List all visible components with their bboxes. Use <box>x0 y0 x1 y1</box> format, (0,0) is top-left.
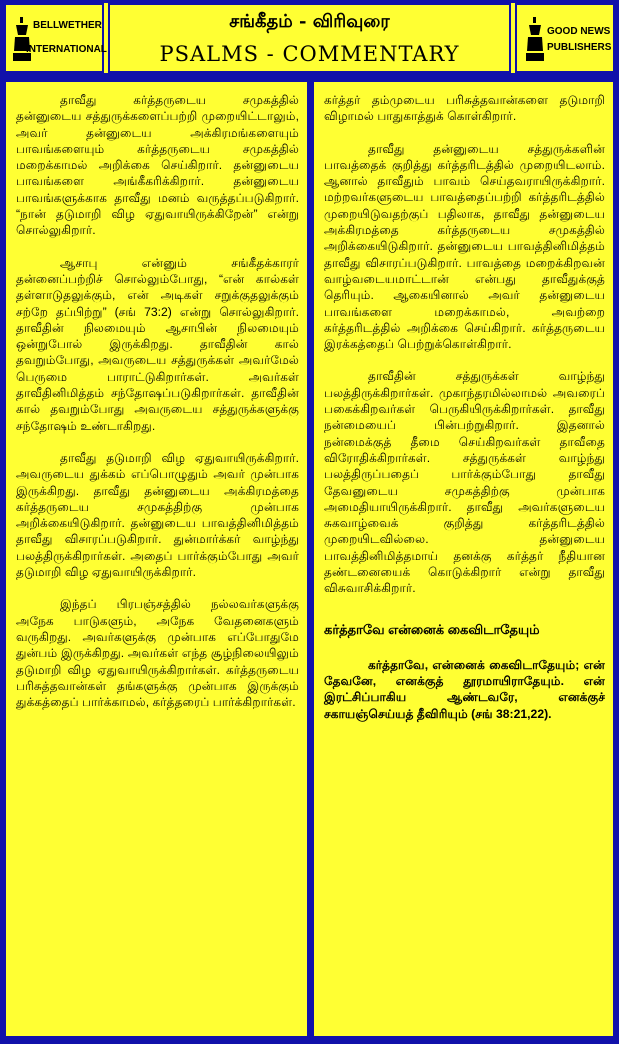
scripture-quote: கர்த்தாவே, என்னைக் கைவிடாதேயும்; என் தேவனே, எனக்குத் தூரமாயிராதேயும். என் இரட்சிப்பாகிய ஆண்டவரே, எனக்குச் சகாயஞ்செய்யத் தீவிரியும் (சங் 38:21,22). <box>324 657 605 721</box>
page-title-english: PSALMS - COMMENTARY <box>159 42 460 66</box>
paragraph: தாவீது தடுமாறி விழ ஏதுவாயிருக்கிறார். அவருடைய துக்கம் எப்பொழுதும் அவர் முன்பாக இருக்கிறது. தாவீது தன்னுடைய அக்கிரமத்தை கர்த்தருடைய சமுகத்திற்கு முன்பாக அறிக்கையிடுகிறார். தன்னுடைய பாவத்தினிமித்தம் தாவீது விசாரப்படுகிறார். துன்மார்க்கர் வாழ்ந்து பலத்திருக்கிறார்கள். அதைப் பார்க்கும்போது அவர் தடுமாறி விழ ஏதுவாயிருக்கிறார். <box>16 450 299 580</box>
paragraph: தாவீது கர்த்தருடைய சமுகத்தில் தன்னுடைய சத்துருக்களைப்பற்றி முறையிட்டாலும், அவர் தன்னுடைய அக்கிரமங்களையும் பாவங்களையும் கர்த்தருடைய சமுகத்தில் மறைக்காமல் அறிக்கை செய்கிறார். தன்னுடைய பாவங்களை அங்கீகரிக்கிறார். தன்னுடைய பாவங்களுக்காக தாவீது மனம் வருத்தப்படுகிறார். “நான் தடுமாறி விழ ஏதுவாயிருக்கிறேன்” என்று சொல்லுகிறார். <box>16 93 299 238</box>
right-column <box>312 80 615 1038</box>
title-box <box>108 3 511 73</box>
good-news-logo-line1: GOOD NEWS <box>547 26 611 37</box>
paragraph: கர்த்தர் தம்முடைய பரிசுத்தவான்களை தடுமாறி விழாமல் பாதுகாத்துக் கொள்கிறார். <box>324 93 605 124</box>
paragraph: ஆசாபு என்னும் சங்கீதக்காரர் தன்னைப்பற்றிச் சொல்லும்போது, “என் கால்கள் தள்ளாடுதலுக்கும், என் அடிகள் சறுக்குதலுக்கும் சற்றே தப்பிற்று” (சங் 73:2) என்று சொல்லுகிறார். தாவீதின் நிலமையும் ஆசாபின் நிலமையும் ஒன்றுபோல் இருக்கிறது. தாவீதின் கால் தவறும்போது, அவருடைய சத்துருக்கள் அவர்மேல் பெருமை பாராட்டுகிறார்கள். அவர்கள் தாவீதினிமித்தம் சந்தோஷப்படுகிறார்கள். தாவீதின் கால் தவறும்போது அவருடைய சத்துருக்களுக்கு சந்தோஷம் உண்டாகிறது. <box>16 255 299 433</box>
header <box>4 3 615 73</box>
bellwether-logo-line1: BELLWETHER <box>33 20 102 31</box>
bellwether-logo <box>4 3 107 73</box>
good-news-logo <box>515 3 615 73</box>
section-heading: கர்த்தாவே என்னைக் கைவிடாதேயும் <box>324 621 540 637</box>
page-title-tamil: சங்கீதம் - விரிவுரை <box>229 11 390 32</box>
paragraph: இந்தப் பிரபஞ்சத்தில் நல்லவர்களுக்கு அநேக பாடுகளும், அநேக வேதனைகளும் வருகிறது. அவர்களுக்கு முன்பாக எப்போதுமே துன்பம் இருக்கிறது. அவர்கள் எந்த சூழ்நிலையிலும் தடுமாறி விழ ஏதுவாயிருக்கிறார்கள். கர்த்தருடைய பரிசுத்தவான்கள் தங்களுக்கு முன்பாக இருக்கும் துக்கத்தைப் பார்க்காமல், கர்த்தரைப் பார்க்கிறார்கள். <box>16 597 299 710</box>
bell-tower-icon <box>525 17 545 63</box>
left-column <box>4 80 309 1038</box>
paragraph: தாவீதின் சத்துருக்கள் வாழ்ந்து பலத்திருக்கிறார்கள். முகாந்தரமில்லாமல் அவரைப் பகைக்கிறவர்கள் பெருகியிருக்கிறார்கள். தாவீது நன்மையைப் பின்பற்றுகிறார். இதனால் நன்மைக்குத் தீமை செய்கிறவர்கள் தாவீதை விரோதிக்கிறார்கள். சத்துருக்கள் வாழ்ந்து பலத்திருப்பதைப் பார்க்கும்போது தாவீது தேவனுடைய சமுகத்திற்கு முன்பாக அமைதியாயிருக்கிறார். தாவீது அவர்களுடைய சுகவாழ்வைக் குறித்து கர்த்தரிடத்தில் முறையிடவில்லை. தன்னுடைய பாவத்தினிமித்தமாய் தனக்கு கர்த்தர் நீதியான தண்டனையைக் கொடுக்கிறார் என்று தாவீது விசுவாசிக்கிறார். <box>324 369 605 596</box>
good-news-logo-line2: PUBLISHERS <box>547 42 612 53</box>
bellwether-logo-line2: INTERNATIONAL <box>26 44 107 55</box>
paragraph: தாவீது தன்னுடைய சத்துருக்களின் பாவத்தைக் குறித்து கர்த்தரிடத்தில் முறையிடலாம். ஆனால் தாவீதும் பாவம் செய்தவராயிருக்கிறார். மற்றவர்களுடைய பாவத்தைப்பற்றி கர்த்தரிடத்தில் முறையிடுவதற்குப் பதிலாக, தாவீது தன்னுடைய அக்கிரமத்தை கர்த்தருடைய சமுகத்தில் அறிக்கையிடுகிறார். தன்னுடைய பாவத்தினிமித்தம் தாவீது விசாரப்படுகிறார். பாவத்தை மறைக்கிறவன் வாழ்வடையமாட்டான் என்பது தாவீதுக்குத் தெரியும். ஆகையினால் அவர் தன்னுடைய பாவங்களை மறைக்காமல், அவற்றை கர்த்தரிடத்தில் அறிக்கை செய்கிறார். கர்த்தருடைய இரக்கத்தைப் பெற்றுக்கொள்கிறார். <box>324 141 605 352</box>
